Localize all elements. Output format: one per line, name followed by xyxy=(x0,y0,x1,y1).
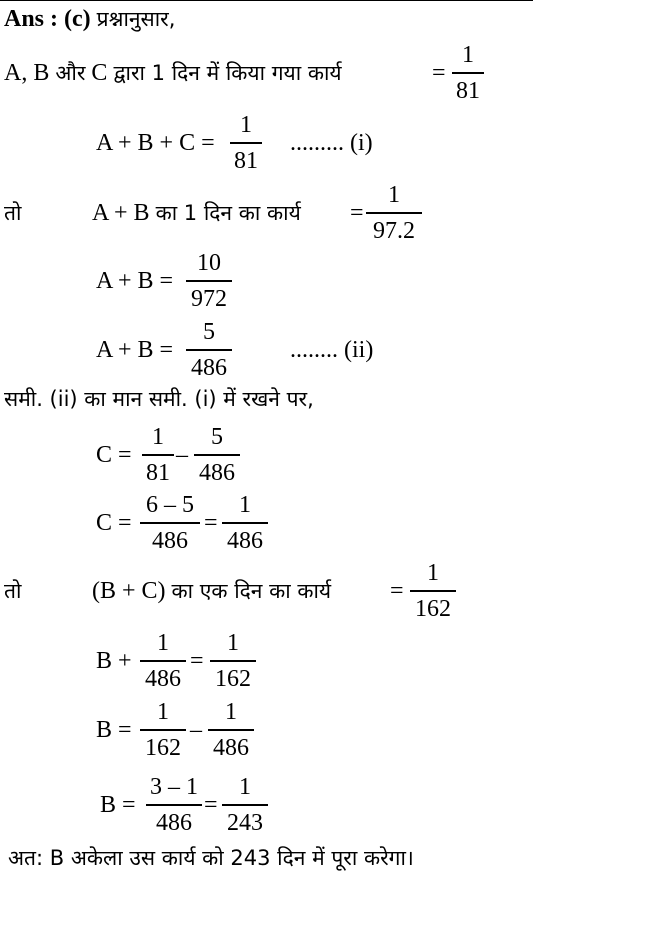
equation-5-equals: = xyxy=(204,510,218,536)
statement-line-4-prefix xyxy=(4,576,21,606)
fraction-numerator: 5 xyxy=(203,319,215,345)
fraction-bar xyxy=(186,349,232,351)
top-rule xyxy=(0,0,533,1)
fraction-bar xyxy=(410,590,456,592)
then-word-2: तो xyxy=(4,579,22,603)
answer-label: Ans : (c) xyxy=(4,6,91,32)
fraction-bar xyxy=(146,804,202,806)
fraction-numerator: 6 – 5 xyxy=(146,492,194,518)
fraction-denominator: 81 xyxy=(234,147,258,174)
fraction-numerator: 1 xyxy=(388,182,400,208)
equation-7-fraction-b xyxy=(208,699,254,761)
equation-6-lhs: B + xyxy=(96,648,132,674)
statement-2-lhs: A + B xyxy=(92,200,150,226)
fraction-bar xyxy=(452,72,484,74)
fraction-denominator: 81 xyxy=(456,77,480,104)
fraction-denominator: 486 xyxy=(227,527,263,554)
statement-line-1 xyxy=(4,58,342,88)
equation-1-lhs: A + B + C = xyxy=(96,130,215,156)
answer-header xyxy=(4,4,175,34)
statement-1-hi2: द्वारा 1 दिन में किया गया कार्य xyxy=(113,61,342,85)
equation-7-fraction-a xyxy=(140,699,186,761)
fraction-denominator: 243 xyxy=(227,809,263,836)
fraction-denominator: 486 xyxy=(199,459,235,486)
fraction-numerator: 1 xyxy=(227,630,239,656)
equation-1-fraction xyxy=(230,112,262,174)
fraction-numerator: 10 xyxy=(197,250,221,276)
equation-4-fraction-a xyxy=(142,424,174,486)
equation-5-fraction-a xyxy=(140,492,200,554)
statement-1-equals: = xyxy=(432,60,446,86)
fraction-bar xyxy=(142,454,174,456)
substitution-text: समी. (ii) का मान समी. (i) में रखने पर, xyxy=(4,387,314,411)
fraction-denominator: 486 xyxy=(213,734,249,761)
equation-8-fraction-b xyxy=(222,774,268,836)
fraction-numerator: 1 xyxy=(462,42,474,68)
fraction-denominator: 162 xyxy=(145,734,181,761)
fraction-denominator: 972 xyxy=(191,285,227,312)
fraction-bar xyxy=(140,729,186,731)
statement-1-en: A, B xyxy=(4,60,50,86)
fraction-1-97-2 xyxy=(366,182,422,244)
fraction-denominator: 162 xyxy=(215,665,251,692)
fraction-bar xyxy=(222,804,268,806)
fraction-numerator: 1 xyxy=(152,424,164,450)
fraction-bar xyxy=(222,522,268,524)
equation-7-minus: – xyxy=(190,717,202,743)
statement-line-2-prefix xyxy=(4,198,21,228)
equation-4-lhs: C = xyxy=(96,442,132,468)
equation-6-fraction-a xyxy=(140,630,186,692)
equation-4-fraction-b xyxy=(194,424,240,486)
equation-3-fraction xyxy=(186,319,232,381)
statement-1-en2: C xyxy=(91,60,108,86)
fraction-bar xyxy=(230,142,262,144)
equation-5-lhs: C = xyxy=(96,510,132,536)
equation-3-lhs: A + B = xyxy=(96,337,174,363)
fraction-denominator: 486 xyxy=(145,665,181,692)
equation-7-lhs: B = xyxy=(96,717,132,743)
statement-4-lhs: (B + C) xyxy=(92,578,166,604)
fraction-denominator: 97.2 xyxy=(373,217,415,244)
fraction-bar xyxy=(186,280,232,282)
fraction-numerator: 1 xyxy=(157,699,169,725)
then-word: तो xyxy=(4,201,22,225)
statement-line-4 xyxy=(92,576,331,606)
statement-4-hi: का एक दिन का कार्य xyxy=(171,579,332,603)
fraction-numerator: 1 xyxy=(239,492,251,518)
fraction-numerator: 3 – 1 xyxy=(150,774,198,800)
equation-5-fraction-b xyxy=(222,492,268,554)
fraction-1-162 xyxy=(410,560,456,622)
statement-2-equals: = xyxy=(350,200,364,226)
conclusion-text: अत: B अकेला उस कार्य को 243 दिन में पूरा करेगा। xyxy=(8,846,414,870)
fraction-bar xyxy=(208,729,254,731)
equation-6-equals: = xyxy=(190,648,204,674)
statement-4-equals: = xyxy=(390,578,404,604)
fraction-bar xyxy=(140,522,200,524)
statement-line-2 xyxy=(92,198,301,228)
equation-2-fraction xyxy=(186,250,232,312)
fraction-bar xyxy=(210,660,256,662)
fraction-denominator: 162 xyxy=(415,595,451,622)
statement-1-hi: और xyxy=(55,61,86,85)
fraction-numerator: 5 xyxy=(211,424,223,450)
fraction-numerator: 1 xyxy=(225,699,237,725)
fraction-denominator: 486 xyxy=(156,809,192,836)
answer-intro: प्रश्नानुसार, xyxy=(96,7,176,31)
equation-1-tag: ......... (i) xyxy=(290,130,373,156)
equation-3-tag: ........ (ii) xyxy=(290,337,374,363)
fraction-numerator: 1 xyxy=(427,560,439,586)
substitution-note xyxy=(4,384,314,414)
conclusion-line xyxy=(8,843,414,873)
equation-2-lhs: A + B = xyxy=(96,268,174,294)
statement-2-hi: का 1 दिन का कार्य xyxy=(155,201,301,225)
equation-6-fraction-b xyxy=(210,630,256,692)
equation-8-lhs: B = xyxy=(100,792,136,818)
fraction-denominator: 486 xyxy=(191,354,227,381)
fraction-numerator: 1 xyxy=(240,112,252,138)
equation-8-equals: = xyxy=(204,792,218,818)
equation-8-fraction-a xyxy=(146,774,202,836)
fraction-numerator: 1 xyxy=(157,630,169,656)
fraction-bar xyxy=(194,454,240,456)
equation-4-minus: – xyxy=(176,442,188,468)
fraction-1-81 xyxy=(452,42,484,104)
fraction-numerator: 1 xyxy=(239,774,251,800)
fraction-bar xyxy=(140,660,186,662)
fraction-bar xyxy=(366,212,422,214)
fraction-denominator: 81 xyxy=(146,459,170,486)
fraction-denominator: 486 xyxy=(152,527,188,554)
